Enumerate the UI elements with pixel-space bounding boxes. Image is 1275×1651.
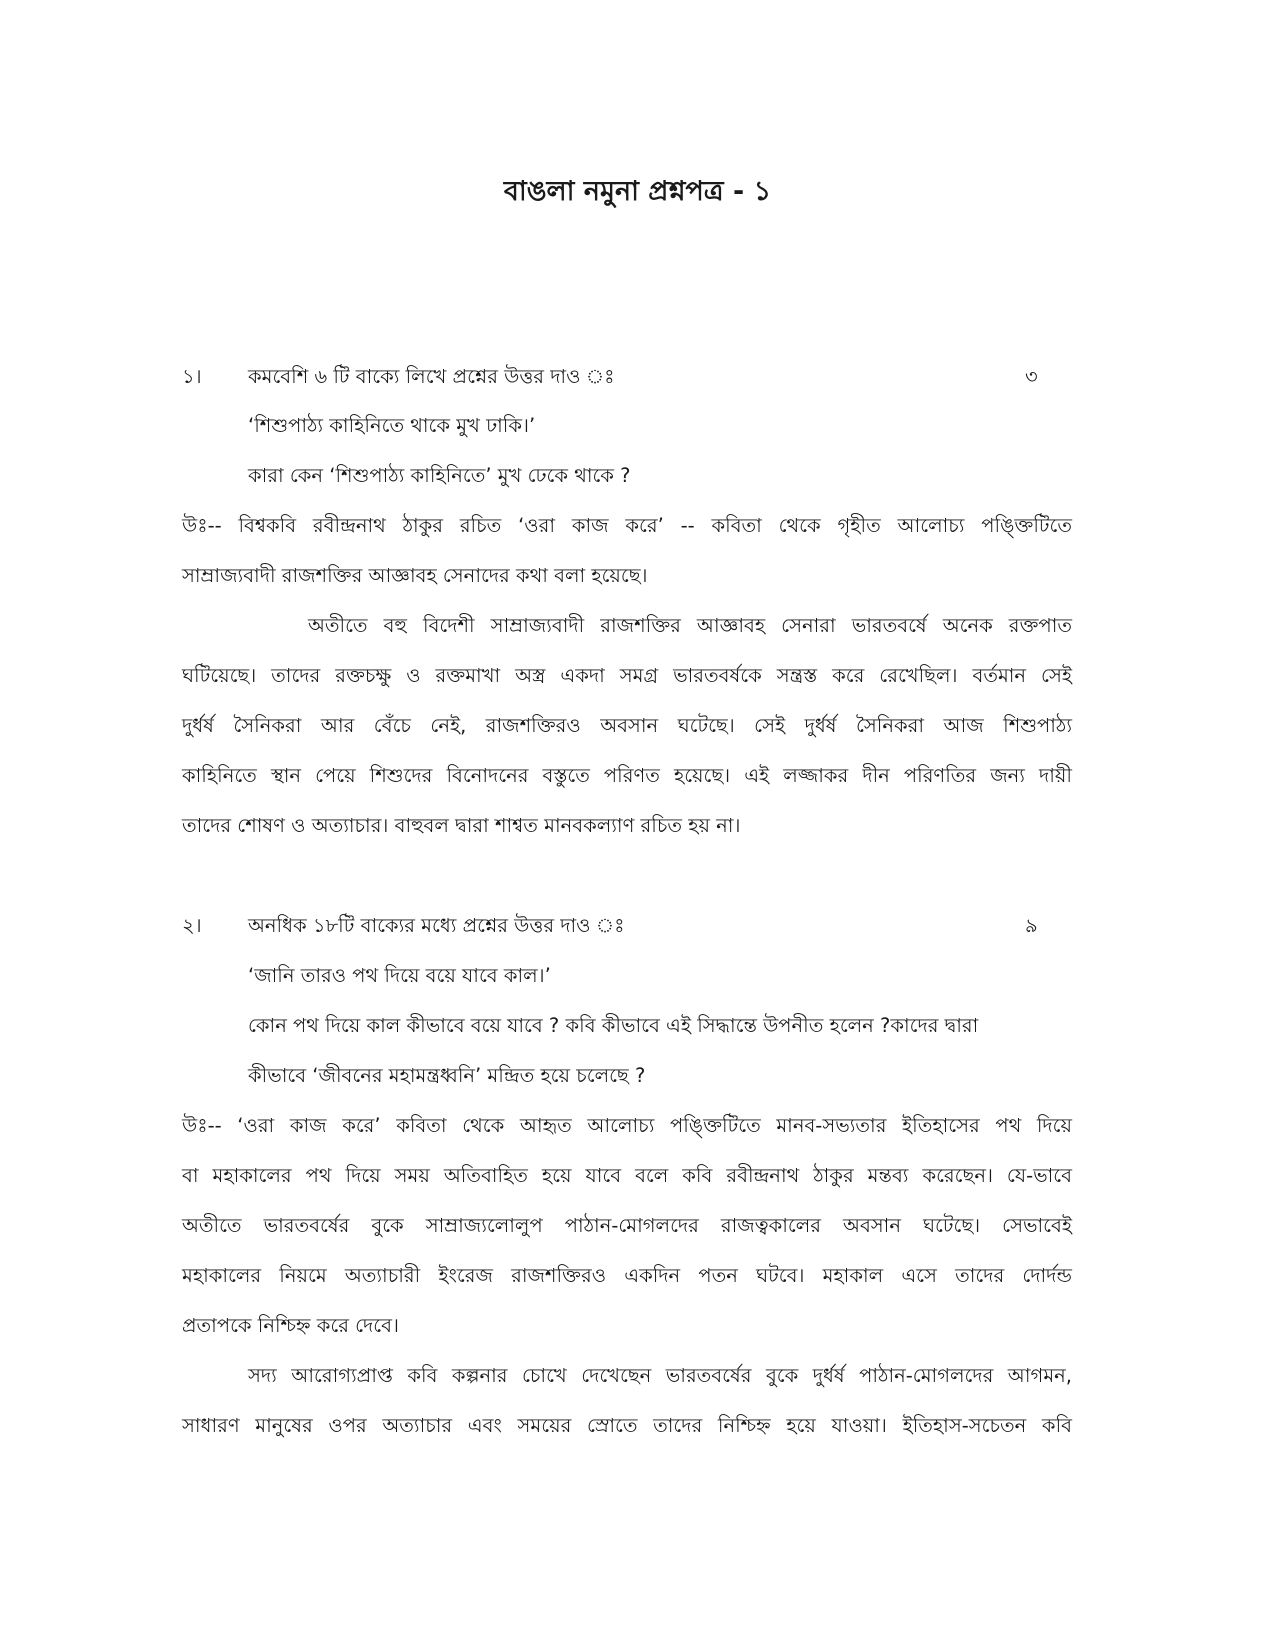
question-2-header <box>182 911 1072 941</box>
question-1-marks: ৩ <box>1025 365 1038 388</box>
question-2-instruction: অনধিক ১৮টি বাক্যের মধ্যে প্রশ্নের উত্তর দাও ঃ <box>248 914 625 937</box>
question-2-question-line: কীভাবে ‘জীবনের মহামন্ত্রধ্বনি’ মন্দ্রিত হয়ে চলেছে ? <box>248 1064 646 1087</box>
question-1-instruction: কমবেশি ৬ টি বাক্যে লিখে প্রশ্নের উত্তর দাও ঃ <box>248 365 615 388</box>
answer-2-line: সদ্য আরোগ্যপ্রাপ্ত কবি কল্পনার চোখে দেখেছেন ভারতবর্ষের বুকে দুর্ধর্ষ পাঠান-মোগলদের আগমন, <box>248 1364 1072 1387</box>
question-2-quote: ‘জানি তারও পথ দিয়ে বয়ে যাবে কাল।’ <box>248 964 551 987</box>
question-1-quote: ‘শিশুপাঠ্য কাহিনিতে থাকে মুখ ঢাকি।’ <box>248 414 536 437</box>
answer-1-line: অতীতে বহু বিদেশী সাম্রাজ্যবাদী রাজশক্তির আজ্ঞাবহ সেনারা ভারতবর্ষে অনেক রক্তপাত <box>308 614 1072 637</box>
answer-1-line: সাম্রাজ্যবাদী রাজশক্তির আজ্ঞাবহ সেনাদের কথা বলা হয়েছে। <box>182 564 648 587</box>
question-1-number: ১। <box>182 365 202 388</box>
answer-1-line: উঃ-- বিশ্বকবি রবীন্দ্রনাথ ঠাকুর রচিত ‘ওরা কাজ করে’ -- কবিতা থেকে গৃহীত আলোচ্য পঙ্ক্তিটিতে <box>182 514 1072 537</box>
answer-2-line: অতীতে ভারতবর্ষের বুকে সাম্রাজ্যলোলুপ পাঠান-মোগলদের রাজত্বকালের অবসান ঘটেছে। সেভাবেই <box>182 1214 1072 1237</box>
question-1-question: কারা কেন ‘শিশুপাঠ্য কাহিনিতে’ মুখ ঢেকে থাকে ? <box>248 464 631 487</box>
answer-2-line: সাধারণ মানুষের ওপর অত্যাচার এবং সময়ের স্রোতে তাদের নিশ্চিহ্ন হয়ে যাওয়া। ইতিহাস-সচেতন কবি <box>182 1414 1072 1437</box>
question-2-question-line: কোন পথ দিয়ে কাল কীভাবে বয়ে যাবে ? কবি কীভাবে এই সিদ্ধান্তে উপনীত হলেন ?কাদের দ্বারা <box>248 1014 979 1037</box>
question-2-number: ২। <box>182 914 202 937</box>
answer-2-line: প্রতাপকে নিশ্চিহ্ন করে দেবে। <box>182 1314 399 1337</box>
page-title: বাঙলা নমুনা প্রশ্নপত্র - ১ <box>503 176 772 207</box>
answer-1-line: ঘটিয়েছে। তাদের রক্তচক্ষু ও রক্তমাখা অস্ত্র একদা সমগ্র ভারতবর্ষকে সন্ত্রস্ত করে রেখেছিল। বর্তমান সেই <box>182 664 1072 687</box>
question-2-marks: ৯ <box>1025 914 1038 937</box>
answer-1-line: দুর্ধর্ষ সৈনিকরা আর বেঁচে নেই, রাজশক্তিরও অবসান ঘটেছে। সেই দুর্ধর্ষ সৈনিকরা আজ শিশুপাঠ্য <box>182 714 1072 737</box>
answer-2-line: উঃ-- ‘ওরা কাজ করে’ কবিতা থেকে আহৃত আলোচ্য পঙ্ক্তিটিতে মানব-সভ্যতার ইতিহাসের পথ দিয়ে <box>182 1114 1072 1137</box>
answer-1-line: তাদের শোষণ ও অত্যাচার। বাহুবল দ্বারা শাশ্বত মানবকল্যাণ রচিত হয় না। <box>182 814 741 837</box>
answer-1-line: কাহিনিতে স্থান পেয়ে শিশুদের বিনোদনের বস্তুতে পরিণত হয়েছে। এই লজ্জাকর দীন পরিণতির জন্য দায়ী <box>182 764 1072 787</box>
answer-2-line: বা মহাকালের পথ দিয়ে সময় অতিবাহিত হয়ে যাবে বলে কবি রবীন্দ্রনাথ ঠাকুর মন্তব্য করেছেন। যে-ভাবে <box>182 1164 1072 1187</box>
question-1-header <box>182 362 1072 392</box>
answer-2-line: মহাকালের নিয়মে অত্যাচারী ইংরেজ রাজশক্তিরও একদিন পতন ঘটবে। মহাকাল এসে তাদের দোর্দন্ড <box>182 1264 1072 1287</box>
